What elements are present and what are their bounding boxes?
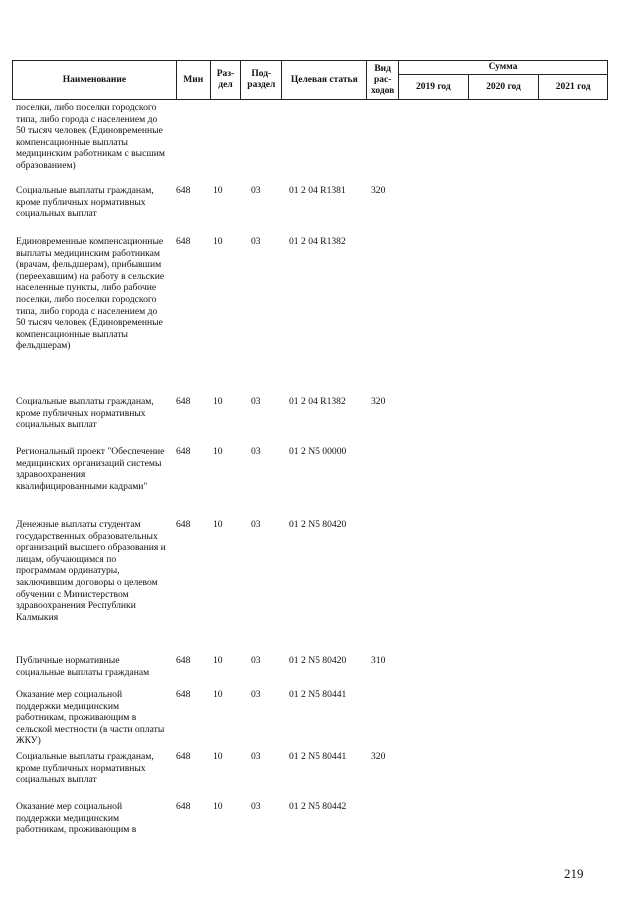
row-name: Единовременные компенсационные выплаты медицинским работникам (врачам, фельдшерам), прибывшим (переехавшим) на работу в сельские населенные пункты, либо рабочие поселки, либо поселки городского типа, либо города с населением до 50 тысяч человек (Единовременные компенсационные выплаты фельдшерам) — [16, 236, 165, 352]
row-min: 648 — [176, 801, 191, 812]
row-min: 648 — [176, 446, 191, 457]
row-vid: 320 — [371, 396, 386, 407]
row-name: Социальные выплаты гражданам, кроме публичных нормативных социальных выплат — [16, 751, 154, 786]
row-vid: 320 — [371, 185, 386, 196]
row-target: 01 2 04 R1382 — [289, 396, 346, 407]
row-target: 01 2 N5 00000 — [289, 446, 347, 457]
row-vid: 310 — [371, 655, 386, 666]
table-header — [12, 60, 608, 100]
row-podrazdel: 03 — [251, 446, 261, 457]
row-razdel: 10 — [213, 689, 223, 700]
row-podrazdel: 03 — [251, 396, 261, 407]
row-target: 01 2 N5 80442 — [289, 801, 347, 812]
row-razdel: 10 — [213, 751, 223, 762]
row-name: Оказание мер социальной поддержки медицинским работникам, проживающим в — [16, 801, 137, 836]
row-target: 01 2 04 R1382 — [289, 236, 346, 247]
row-podrazdel: 03 — [251, 689, 261, 700]
row-razdel: 10 — [213, 655, 223, 666]
row-name: Оказание мер социальной поддержки медицинским работникам, проживающим в сельской местности (в части оплаты ЖКУ) — [16, 689, 165, 747]
row-target: 01 2 N5 80441 — [289, 689, 347, 700]
row-podrazdel: 03 — [251, 801, 261, 812]
row-target: 01 2 N5 80441 — [289, 751, 347, 762]
row-min: 648 — [176, 396, 191, 407]
row-podrazdel: 03 — [251, 185, 261, 196]
row-min: 648 — [176, 655, 191, 666]
header-2020: 2020 год — [468, 75, 539, 100]
row-podrazdel: 03 — [251, 236, 261, 247]
row-razdel: 10 — [213, 236, 223, 247]
row-min: 648 — [176, 689, 191, 700]
header-2021: 2021 год — [539, 75, 608, 100]
header-vid: Вид рас-ходов — [367, 61, 399, 100]
header-razdel: Раз-дел — [210, 61, 241, 100]
row-vid: 320 — [371, 751, 386, 762]
row-target: 01 2 N5 80420 — [289, 519, 347, 530]
page-number: 219 — [564, 866, 584, 881]
row-name: Денежные выплаты студентам государственных образовательных организаций высшего образования и лицам, обучающимся по программам ординатуры, заключившим договоры о целевом обучении с Министерством здравоохранения Республики Калмыкия — [16, 519, 166, 623]
row-razdel: 10 — [213, 519, 223, 530]
row-name: Социальные выплаты гражданам, кроме публичных нормативных социальных выплат — [16, 185, 154, 220]
row-min: 648 — [176, 185, 191, 196]
header-summa: Сумма — [399, 61, 608, 75]
row-name: поселки, либо поселки городского типа, либо города с населением до 50 тысяч человек (Единовременные компенсационные выплаты медицинским работникам с высшим образованием) — [16, 102, 165, 171]
row-name: Публичные нормативные социальные выплаты гражданам — [16, 655, 150, 678]
row-podrazdel: 03 — [251, 519, 261, 530]
row-podrazdel: 03 — [251, 751, 261, 762]
row-razdel: 10 — [213, 185, 223, 196]
row-podrazdel: 03 — [251, 655, 261, 666]
header-target: Целевая статья — [282, 61, 367, 100]
row-target: 01 2 04 R1381 — [289, 185, 346, 196]
row-razdel: 10 — [213, 446, 223, 457]
row-name: Социальные выплаты гражданам, кроме публичных нормативных социальных выплат — [16, 396, 154, 431]
row-name: Региональный проект "Обеспечение медицинских организаций системы здравоохранения квалифицированными кадрами" — [16, 446, 165, 492]
row-target: 01 2 N5 80420 — [289, 655, 347, 666]
row-razdel: 10 — [213, 396, 223, 407]
row-min: 648 — [176, 519, 191, 530]
header-2019: 2019 год — [399, 75, 469, 100]
row-min: 648 — [176, 751, 191, 762]
header-name: Наименование — [13, 61, 177, 100]
row-razdel: 10 — [213, 801, 223, 812]
row-min: 648 — [176, 236, 191, 247]
header-min: Мин — [176, 61, 210, 100]
header-podrazdel: Под-раздел — [241, 61, 282, 100]
